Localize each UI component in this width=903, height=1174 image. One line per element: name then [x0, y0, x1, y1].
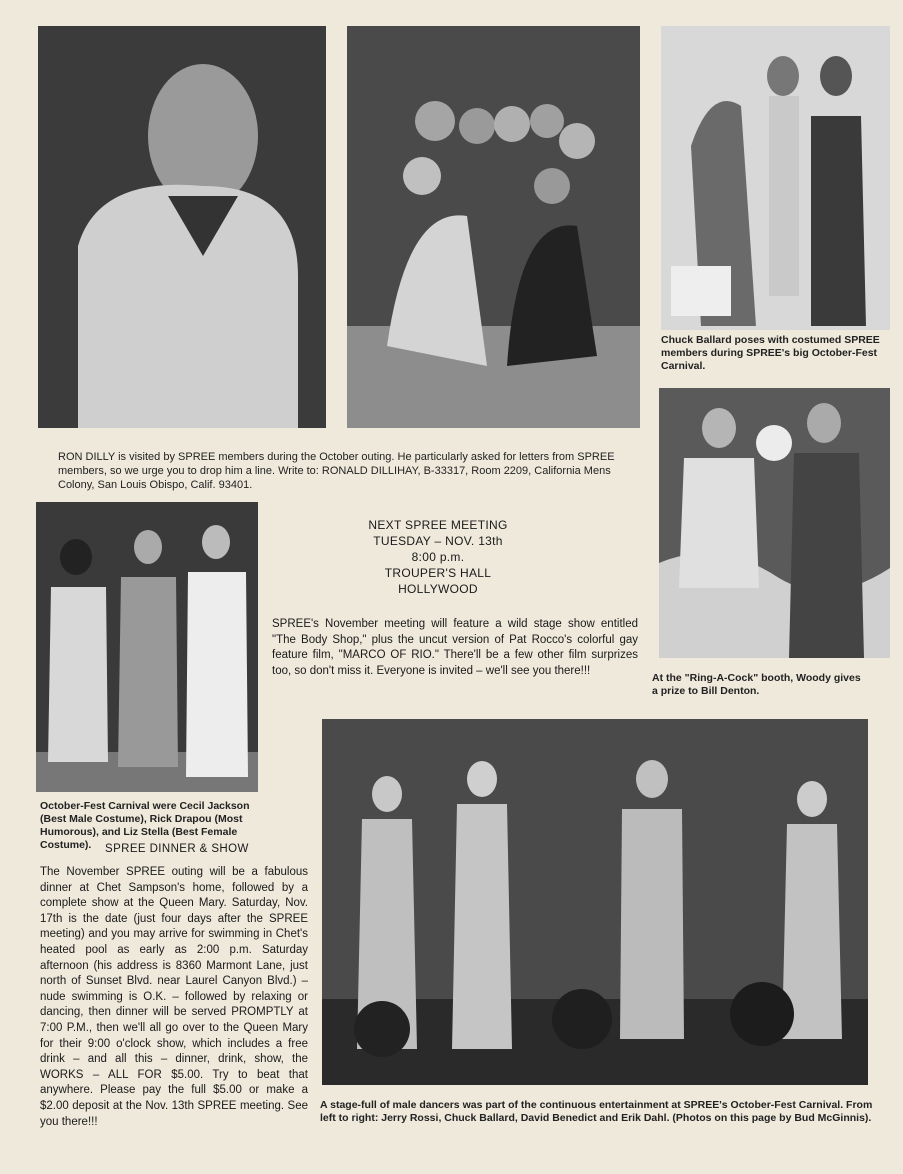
meeting-body: SPREE's November meeting will feature a wild stage show entitled "The Body Shop," plus the uncut version of Pat Rocco's colorful gay feature film, "MARCO OF RIO." There'll be a few other film surprizes too, so don't miss it. Everyone is invited – we'll see you there!!!: [272, 618, 638, 677]
meeting-venue: TROUPER'S HALL: [384, 566, 492, 580]
caption-winners: October-Fest Carnival were Cecil Jackson (Best Male Costume), Rick Drapou (Most Humorous), and Liz Stella (Best Female Costume).: [40, 800, 250, 851]
meeting-time: 8:00 p.m.: [411, 550, 465, 564]
group-silhouette: [347, 26, 640, 428]
next-meeting-block: [338, 517, 538, 597]
photo-ron-dilly: [38, 26, 326, 428]
dinner-body: The November SPREE outing will be a fabulous dinner at Chet Sampson's home, followed by a complete show at the Queen Mary. Saturday, Nov. 17th is the date (just four days after the SPREE meeting) and you may arrive for swimming in Chet's heated pool as early as 2:00 p.m. Saturday afternoon (his address is 8360 Marmont Lane, just north of Sunset Blvd. near Laurel Canyon Blvd.) – nude swimming is O.K. – followed by relaxing or dancing, then dinner will be served PROMPTLY at 7:00 P.M., then we'll all go over to the Queen Mary for their 9:00 o'clock show, which includes a free drink – and all this – dinner, drink, show, the WORKS – ALL FOR $5.00. Try to beat that anywhere. Please pay the full $5.00 or make a $2.00 deposit at the Nov. 13th SPREE meeting. See you there!!!: [40, 866, 308, 1128]
photo-group-bench: [347, 26, 640, 428]
winners-silhouette: [36, 502, 258, 792]
photo-costume-booth: [661, 26, 890, 330]
caption-ring-a-cock: At the "Ring-A-Cock" booth, Woody gives a prize to Bill Denton.: [652, 672, 861, 697]
caption-chuck-ballard: Chuck Ballard poses with costumed SPREE members during SPREE's big October-Fest Carnival.: [661, 334, 880, 372]
booth-silhouette: [661, 26, 890, 330]
photo-stage-dancers: [322, 719, 868, 1085]
dancers-silhouette: [322, 719, 868, 1085]
dinner-title: SPREE DINNER & SHOW: [105, 843, 249, 855]
ring-booth-silhouette: [659, 388, 890, 658]
meeting-date: TUESDAY – NOV. 13th: [373, 534, 503, 548]
caption-ron-dilly: RON DILLY is visited by SPREE members during the October outing. He particularly asked for letters from SPREE members, so we urge you to drop him a line. Write to: RONALD DILLIHAY, B-33317, Room 2209, California Mens Colony, San Louis Obispo, Calif. 93401.: [58, 451, 615, 491]
portrait-silhouette: [38, 26, 326, 428]
meeting-heading: NEXT SPREE MEETING: [368, 518, 508, 532]
photo-ring-a-cock-booth: [659, 388, 890, 658]
meeting-city: HOLLYWOOD: [398, 582, 478, 596]
caption-dancers: A stage-full of male dancers was part of the continuous entertainment at SPREE's October-Fest Carnival. From left to right: Jerry Rossi, Chuck Ballard, David Benedict and Erik Dahl. (Photos on this page by Bud McGinnis).: [320, 1099, 873, 1124]
photo-costume-winners: [36, 502, 258, 792]
